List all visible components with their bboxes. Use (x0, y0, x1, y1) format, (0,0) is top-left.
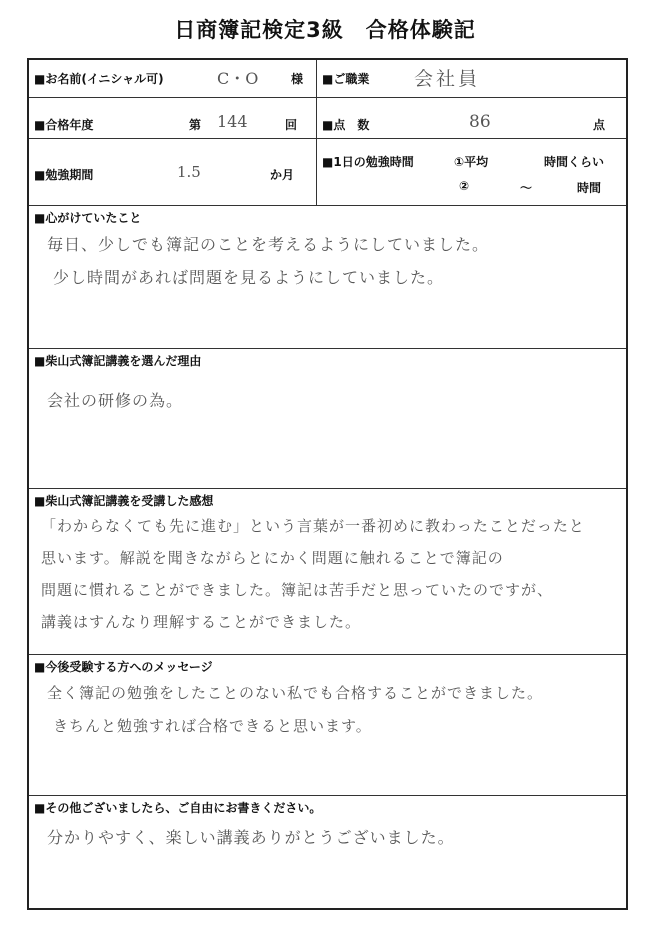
message-line: きちんと勉強すれば合格できると思います。 (53, 717, 372, 735)
message-label: ■今後受験する方へのメッセージ (34, 660, 213, 674)
period-value: 1.5 (177, 163, 201, 181)
rule-section1 (29, 348, 626, 349)
rule-row3 (29, 205, 626, 206)
other-label: ■その他ございましたら、ご自由にお書きください。 (34, 801, 322, 815)
rule-section4 (29, 795, 626, 796)
reason-label: ■柴山式簿記講義を選んだ理由 (34, 354, 202, 368)
impression-line: 講義はすんなり理解することができました。 (41, 613, 362, 631)
score-label: ■点 数 (322, 118, 370, 132)
daily-average: ①平均 (454, 155, 489, 169)
impression-label: ■柴山式簿記講義を受講した感想 (34, 494, 214, 508)
score-suffix: 点 (593, 118, 606, 132)
daily-tilde: ～ (520, 181, 533, 195)
column-divider (316, 60, 317, 205)
score-value: 86 (469, 112, 491, 132)
message-line: 全く簿記の勉強をしたことのない私でも合格することができました。 (47, 684, 544, 702)
daily-label: ■1日の勉強時間 (322, 155, 414, 169)
mindset-line: 毎日、少しでも簿記のことを考えるようにしていました。 (47, 235, 490, 254)
year-suffix: 回 (285, 118, 298, 132)
rule-row2 (29, 138, 626, 139)
mindset-label: ■心がけていたこと (34, 211, 142, 225)
rule-row1 (29, 97, 626, 98)
name-suffix: 様 (291, 72, 304, 86)
rule-section3 (29, 654, 626, 655)
job-label: ■ご職業 (322, 72, 370, 86)
survey-form (27, 58, 628, 910)
daily-hours: 時間 (577, 181, 602, 195)
daily-range: ② (459, 179, 470, 193)
mindset-line: 少し時間があれば問題を見るようにしていました。 (53, 268, 445, 287)
other-line: 分かりやすく、楽しい講義ありがとうございました。 (47, 828, 455, 847)
impression-line: 思います。解説を聞きながらとにかく問題に触れることで簿記の (41, 549, 504, 567)
daily-hours-about: 時間くらい (544, 155, 605, 169)
period-suffix: か月 (270, 168, 295, 182)
name-value: C・O (217, 69, 259, 88)
period-label: ■勉強期間 (34, 168, 94, 182)
name-label: ■お名前(イニシャル可) (34, 72, 164, 86)
reason-line: 会社の研修の為。 (47, 391, 184, 410)
year-value: 144 (217, 112, 248, 131)
job-value: 会社員 (414, 68, 481, 90)
rule-section2 (29, 488, 626, 489)
year-label: ■合格年度 (34, 118, 94, 132)
page-title: 日商簿記検定3級 合格体験記 (174, 18, 476, 42)
impression-line: 問題に慣れることができました。簿記は苦手だと思っていたのですが、 (41, 581, 554, 599)
year-prefix: 第 (189, 118, 202, 132)
impression-line: 「わからなくても先に進む」という言葉が一番初めに教わったことだったと (41, 517, 585, 535)
